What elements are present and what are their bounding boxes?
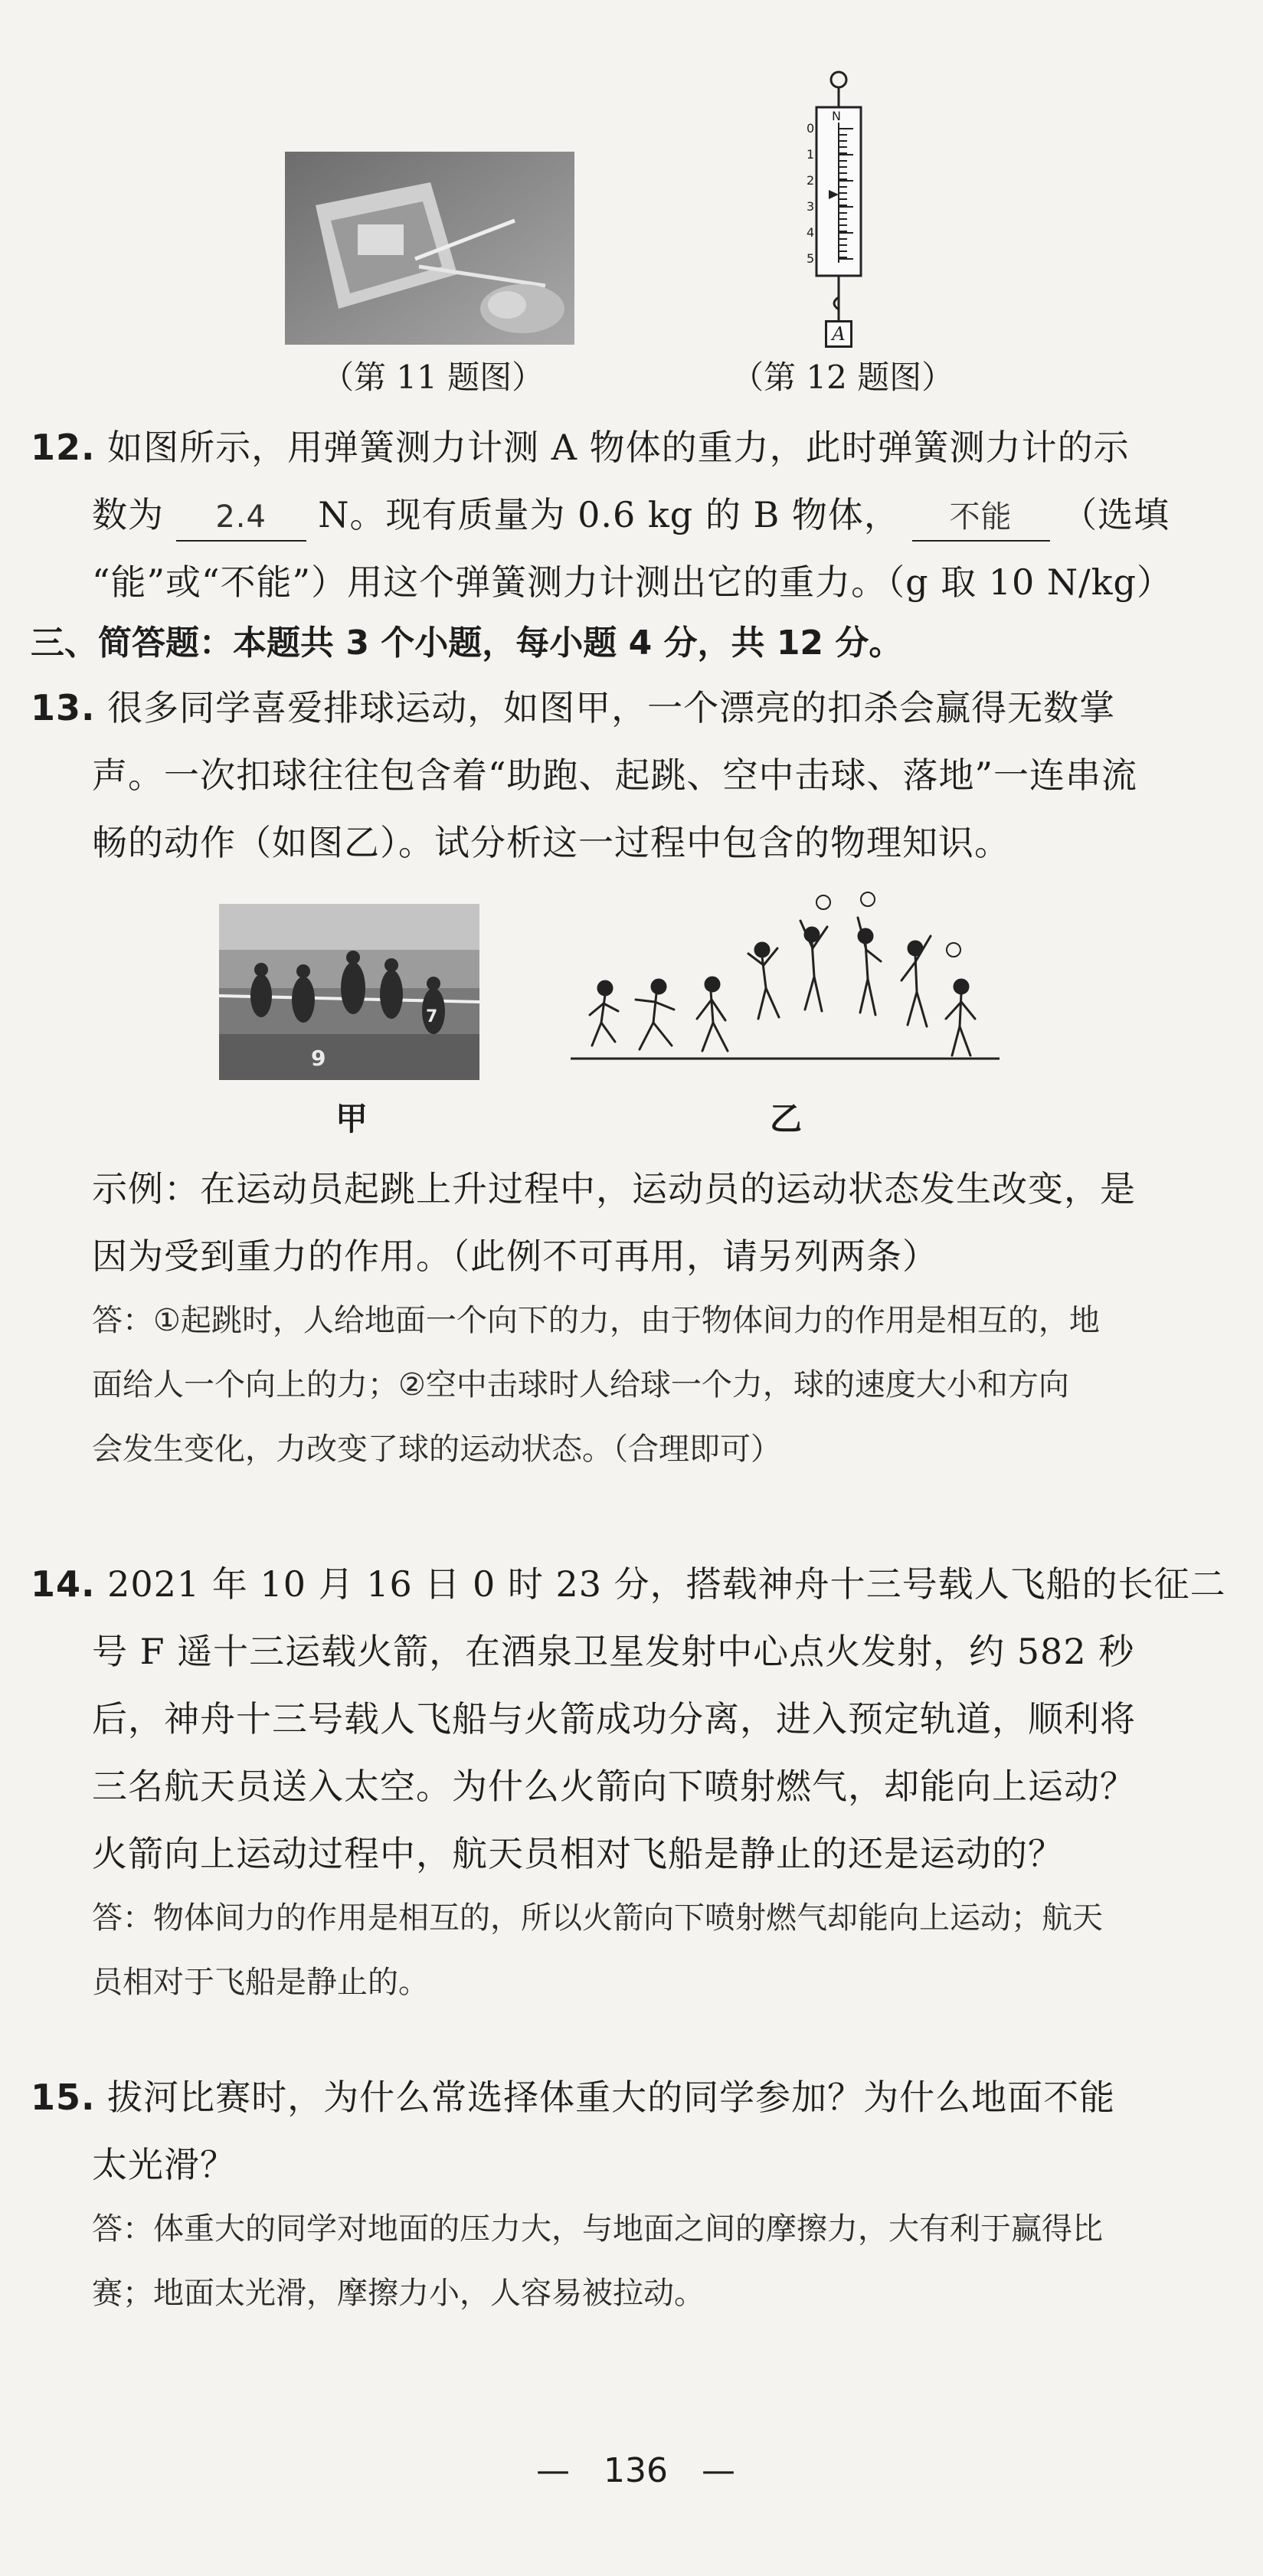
block-label: A xyxy=(832,323,846,345)
fig11-photo xyxy=(285,152,574,345)
q13-text-line1: 很多同学喜爱排球运动，如图甲，一个漂亮的扣杀会赢得无数掌 xyxy=(107,687,1116,728)
section3-title: 三、简答题：本题共 3 个小题，每小题 4 分，共 12 分。 xyxy=(31,624,903,663)
fig13-label-jia: 甲 xyxy=(335,1100,368,1137)
q14-number: 14. xyxy=(31,1563,96,1605)
q15-number: 15. xyxy=(31,2077,96,2118)
scale-tick-5: 5 xyxy=(807,251,815,266)
q12-line3: “能”或“不能”）用这个弹簧测力计测出它的重力。（g 取 10 N/kg） xyxy=(92,561,1173,603)
q13-number: 13. xyxy=(31,687,96,728)
photo-jersey-9: 9 xyxy=(311,1046,326,1071)
q14-line3: 后，神舟十三号载人飞船与火箭成功分离，进入预定轨道，顺利将 xyxy=(92,1698,1136,1740)
q12-number: 12. xyxy=(31,427,96,468)
q14-line1 xyxy=(31,1550,1226,1618)
spike-sequence-drawing xyxy=(571,889,1000,1072)
q12-blank2-answer: 不能 xyxy=(949,499,1013,535)
q13-answer1: 答：①起跳时，人给地面一个向下的力，由于物体间力的作用是相互的，地 xyxy=(92,1303,1100,1338)
scale-tick-4: 4 xyxy=(807,225,815,240)
q12-text-pre: 数为 xyxy=(92,494,164,535)
q15-answer2: 赛；地面太光滑，摩擦力小，人容易被拉动。 xyxy=(92,2276,705,2311)
q13-example1: 示例：在运动员起跳上升过程中，运动员的运动状态发生改变，是 xyxy=(92,1168,1136,1209)
q14-line5: 火箭向上运动过程中，航天员相对飞船是静止的还是运动的？ xyxy=(92,1833,1064,1874)
q14-line2: 号 F 遥十三运载火箭，在酒泉卫星发射中心点火发射，约 582 秒 xyxy=(92,1631,1135,1672)
fig13-jia-photo xyxy=(219,904,479,1080)
scale-tick-3: 3 xyxy=(807,199,815,214)
q12-line2 xyxy=(92,481,1170,548)
q12-text-line1: 如图所示，用弹簧测力计测 A 物体的重力，此时弹簧测力计的示 xyxy=(107,427,1130,468)
scale-tick-2: 2 xyxy=(807,173,815,188)
page-dash-left: — xyxy=(536,2451,570,2490)
q14-text-line1: 2021 年 10 月 16 日 0 时 23 分，搭载神舟十三号载人飞船的长征二 xyxy=(107,1563,1226,1605)
page-dash-right: — xyxy=(701,2451,735,2490)
q12-blank2 xyxy=(912,492,1050,542)
volleyball-photo-art xyxy=(219,904,479,1080)
q12-text-post: （选填 xyxy=(1062,494,1170,535)
fig13-label-yi: 乙 xyxy=(770,1100,803,1137)
q13-example2: 因为受到重力的作用。（此例不可再用，请另列两条） xyxy=(92,1236,938,1277)
scale-tick-0: 0 xyxy=(807,121,815,136)
q14-line4: 三名航天员送入太空。为什么火箭向下喷射燃气，却能向上运动？ xyxy=(92,1766,1136,1807)
fig12-spring-scale xyxy=(804,67,873,351)
fig13-yi-sequence xyxy=(571,889,1000,1072)
q12-line1 xyxy=(31,414,1130,481)
fig11-photo-art xyxy=(285,152,574,345)
page-number: 136 xyxy=(604,2451,668,2490)
q13-line3: 畅的动作（如图乙）。试分析这一过程中包含的物理知识。 xyxy=(92,822,1010,863)
q15-line1 xyxy=(31,2064,1115,2131)
q13-line1 xyxy=(31,674,1115,741)
q14-answer1: 答：物体间力的作用是相互的，所以火箭向下喷射燃气却能向上运动；航天 xyxy=(92,1900,1103,1936)
scale-tick-1: 1 xyxy=(807,147,815,162)
q13-answer3: 会发生变化，力改变了球的运动状态。（合理即可） xyxy=(92,1432,781,1467)
q15-text-line1: 拔河比赛时，为什么常选择体重大的同学参加？为什么地面不能 xyxy=(107,2077,1116,2118)
q12-blank1-answer: 2.4 xyxy=(215,499,267,535)
q13-answer2: 面给人一个向上的力；②空中击球时人给球一个力，球的速度大小和方向 xyxy=(92,1367,1069,1403)
q12-text-mid: N。现有质量为 0.6 kg 的 B 物体， xyxy=(318,494,900,535)
photo-jersey-7: 7 xyxy=(426,1007,438,1026)
q12-blank1 xyxy=(176,492,306,542)
q15-answer1: 答：体重大的同学对地面的压力大，与地面之间的摩擦力，大有利于赢得比 xyxy=(92,2211,1103,2247)
fig12-caption: （第 12 题图） xyxy=(731,358,954,396)
q15-line2: 太光滑？ xyxy=(92,2144,236,2185)
scale-unit-label: N xyxy=(832,109,841,123)
page-number-footer xyxy=(536,2451,735,2490)
q13-line2: 声。一次扣球往往包含着“助跑、起跳、空中击球、落地”一连串流 xyxy=(92,754,1138,796)
q14-answer2: 员相对于飞船是静止的。 xyxy=(92,1965,429,2000)
weight-block-a xyxy=(825,320,852,348)
fig11-caption: （第 11 题图） xyxy=(322,358,545,396)
